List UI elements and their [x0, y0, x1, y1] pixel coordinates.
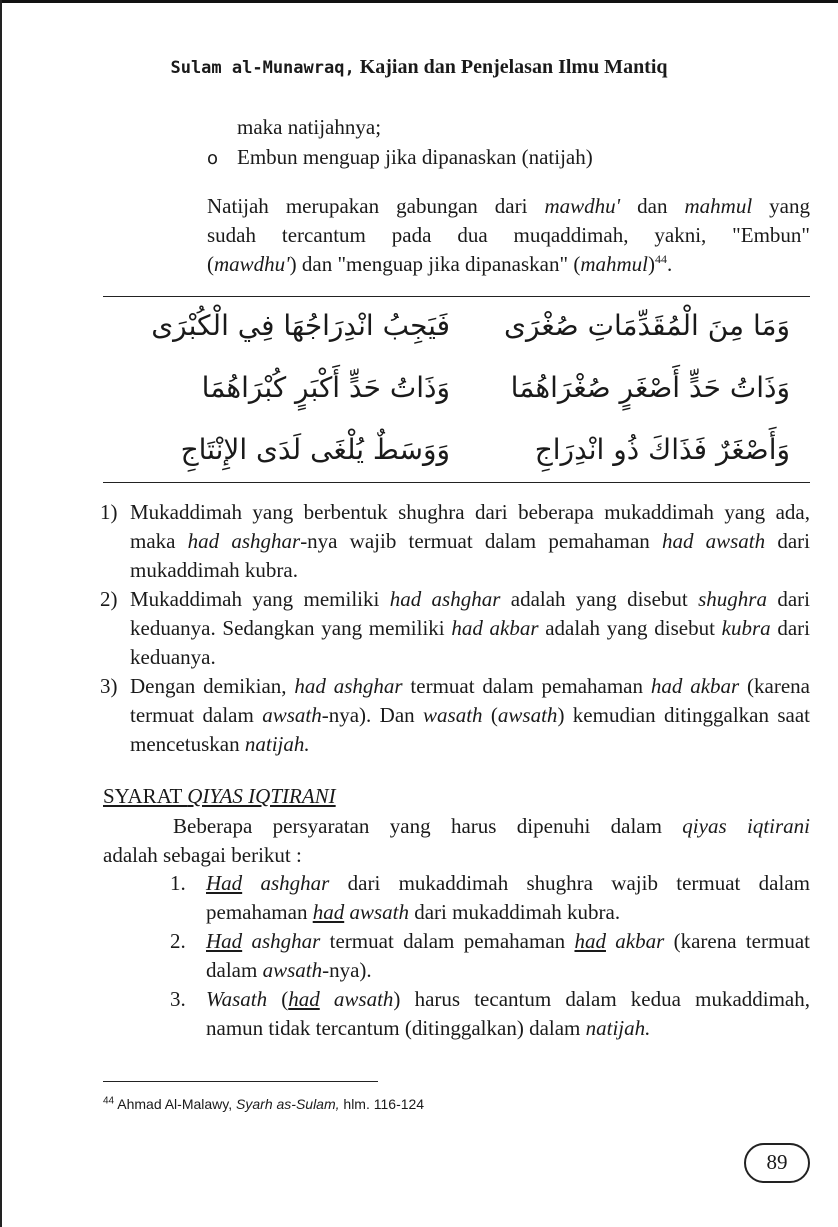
running-head: Sulam al-Munawraq, Kajian dan Penjelasan Ilmu Mantiq — [170, 56, 668, 78]
paragraph-natijah: Natijah merupakan gabungan dari mawdhu' dan mahmul yang sudah tercantum pada dua muqaddimah, yakni, "Embun" (mawdhu') dan "menguap jika dipanaskan" (mahmul)$^{44}$. — [207, 194, 810, 276]
verse-2-left: وَذَاتُ حَدٍّ أَكْبَرٍ كُبْرَاهُمَا — [201, 371, 450, 404]
verse-bottom-rule — [103, 482, 810, 483]
footnote-rule — [103, 1081, 378, 1082]
list-item: 3. Wasath (had awsath) harus tecantum dalam kedua mukaddimah, namun tidak tercantum (ditinggalkan) dalam natijah. — [170, 987, 811, 1040]
verse-1-left: فَيَجِبُ انْدِرَاجُهَا فِي الْكُبْرَى — [151, 309, 450, 342]
list-item: 2) Mukaddimah yang memiliki had ashghar adalah yang disebut shughra dari keduanya. Sedangkan yang memiliki had akbar adalah yang disebut kubra dari keduanya. — [100, 587, 810, 669]
footnote-ref: 44 — [654, 252, 667, 266]
conditions-list — [170, 869, 810, 1043]
list-item: 3) Dengan demikian, had ashghar termuat dalam pemahaman had akbar (karena termuat dalam awsath-nya). Dan wasath (awsath) kemudian ditinggalkan saat mencetuskan natijah. — [100, 674, 810, 756]
footnote: $^{44}$ Ahmad Al-Malawy, Syarh as-Sulam, hlm. 116-124 — [103, 1095, 425, 1112]
numbered-points — [100, 498, 810, 759]
verse-2-right: وَذَاتُ حَدٍّ أَصْغَرٍ صُغْرَاهُمَا — [510, 371, 790, 404]
verse-3-right: وَأَصْغَرٌ فَذَاكَ ذُو انْدِرَاجِ — [534, 433, 790, 466]
page-number: 89 — [744, 1143, 810, 1183]
verse-1-right: وَمَا مِنَ الْمُقَدِّمَاتِ صُغْرَى — [504, 309, 790, 342]
list-item: 2. Had ashghar termuat dalam pemahaman had akbar (karena termuat dalam awsath-nya). — [170, 929, 810, 982]
example-line-1: maka natijahnya; — [237, 115, 382, 139]
example-line-2: o Embun menguap jika dipanaskan (natijah) — [207, 143, 593, 173]
top-border — [0, 0, 838, 3]
list-item: 1. Had ashghar dari mukaddimah shughra wajib termuat dalam pemahaman had awsath dari mukaddimah kubra. — [170, 871, 810, 924]
bullet-icon: o — [207, 148, 219, 169]
list-item: 1) Mukaddimah yang berbentuk shughra dari beberapa mukaddimah yang ada, maka had ashghar-nya wajib termuat dalam pemahaman had awsath dari mukaddimah kubra. — [100, 500, 810, 582]
verse-3-left: وَوَسَطٌ يُلْغَى لَدَى الإِنْتَاجِ — [180, 433, 450, 466]
section-heading: SYARAT QIYAS IQTIRANI — [103, 784, 336, 808]
section-intro: Beberapa persyaratan yang harus dipenuhi dalam qiyas iqtirani adalah sebagai berikut : — [103, 814, 810, 867]
page-left-edge — [0, 0, 2, 1227]
